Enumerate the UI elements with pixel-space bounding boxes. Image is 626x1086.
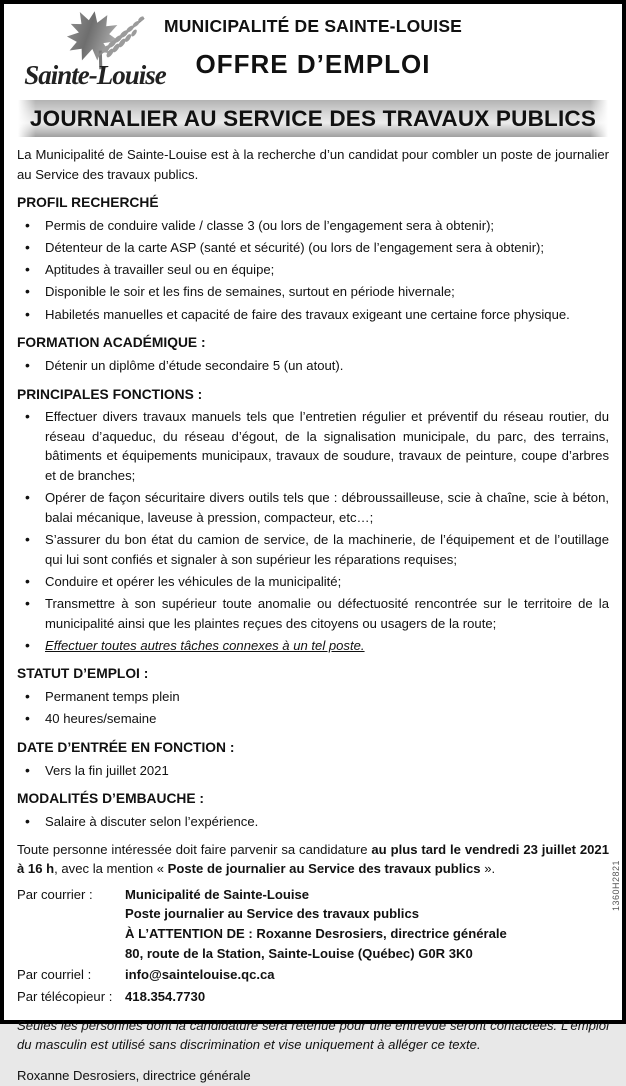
fax-label: Par télécopieur : bbox=[17, 988, 113, 1004]
list-item: • Salaire à discuter selon l’expérience. bbox=[17, 812, 609, 832]
fonctions-list bbox=[17, 407, 609, 655]
list-item: • Effectuer toutes autres tâches connexes à un tel poste. bbox=[17, 636, 609, 656]
email-address: info@saintelouise.qc.ca bbox=[125, 967, 275, 983]
intro-paragraph: La Municipalité de Sainte-Louise est à la recherche d’un candidat pour combler un poste de journalier au Service des travaux publics. bbox=[17, 147, 609, 182]
disclaimer-note: Seules les personnes dont la candidature sera retenue pour une entrevue seront contactées. L’emploi du masculin est utilisé sans discrimination et vise uniquement à alléger ce texte. bbox=[17, 1017, 609, 1053]
mail-address-block bbox=[125, 885, 507, 964]
list-item: • Permanent temps plein bbox=[17, 687, 609, 707]
position-title: JOURNALIER AU SERVICE DES TRAVAUX PUBLICS bbox=[29, 105, 597, 131]
list-item: • Conduire et opérer les véhicules de la municipalité; bbox=[17, 572, 609, 592]
email-label: Par courriel : bbox=[17, 967, 92, 983]
list-item: • Aptitudes à travailler seul ou en équipe; bbox=[17, 260, 609, 280]
logo-wordmark: Sainte-Louise bbox=[24, 60, 166, 90]
mail-label: Par courrier : bbox=[17, 886, 93, 902]
application-instructions: Toute personne intéressée doit faire parvenir sa candidature au plus tard le vendredi 23 juillet 2021 à 16 h, avec la mention « Poste de journalier au Service des travaux publics ». bbox=[17, 841, 609, 877]
reference-code: 1360H2821 bbox=[611, 860, 621, 912]
list-item: • Transmettre à son supérieur toute anomalie ou défectuosité rencontrée sur le territoire de la municipalité ainsi que les plaintes reçues des citoyens ou usagers de la route; bbox=[17, 594, 609, 633]
municipality-title: MUNICIPALITÉ DE SAINTE-LOUISE bbox=[163, 16, 463, 36]
mail-line: Municipalité de Sainte-Louise bbox=[125, 886, 310, 902]
section-heading-statut: STATUT D’EMPLOI : bbox=[17, 666, 149, 682]
contact-fax-row bbox=[17, 987, 609, 1007]
contact-email-row bbox=[17, 965, 609, 985]
header bbox=[17, 8, 609, 94]
section-heading-fonctions: PRINCIPALES FONCTIONS : bbox=[17, 386, 203, 402]
list-item: • Opérer de façon sécuritaire divers outils tels que : débroussailleuse, scie à chaîne, scie à béton, balai mécanique, laveuse à pression, compacteur, etc…; bbox=[17, 488, 609, 527]
job-offer-title: OFFRE D’EMPLOI bbox=[195, 49, 431, 79]
list-item: • Vers la fin juillet 2021 bbox=[17, 761, 609, 781]
list-item: • Habiletés manuelles et capacité de faire des travaux exigeant une certaine force physique. bbox=[17, 305, 609, 325]
contact-mail-row bbox=[17, 885, 609, 964]
document-body bbox=[17, 145, 609, 1086]
fax-number: 418.354.7730 bbox=[125, 988, 206, 1004]
mail-line: 80, route de la Station, Sainte-Louise (Québec) G0R 3K0 bbox=[125, 945, 473, 961]
list-item: • S’assurer du bon état du camion de service, de la machinerie, de l’équipement et de l’outillage qui lui sont confiés et signaler à son supérieur les réparations requises; bbox=[17, 530, 609, 569]
list-item: • Effectuer divers travaux manuels tels que l’entretien régulier et préventif du réseau routier, du réseau d’aqueduc, du réseau d’égout, de la signalisation municipale, du parc, des terrains, bâtiments et équipements municipaux, travaux de soudure, travaux de peinture, coupe d’arbres et de branches; bbox=[17, 407, 609, 486]
position-title-banner bbox=[18, 100, 608, 137]
formation-list bbox=[17, 356, 609, 376]
profil-list bbox=[17, 216, 609, 324]
signature-line: Roxanne Desrosiers, directrice générale bbox=[17, 1067, 251, 1083]
deadline-text: au plus tard le vendredi 23 juillet 2021 à 16 h bbox=[17, 841, 609, 877]
list-item: • Détenir un diplôme d’étude secondaire 5 (un atout). bbox=[17, 356, 609, 376]
statut-list bbox=[17, 687, 609, 729]
date-list bbox=[17, 761, 609, 781]
list-item: • Disponible le soir et les fins de semaines, surtout en période hivernale; bbox=[17, 282, 609, 302]
list-item: • 40 heures/semaine bbox=[17, 709, 609, 729]
section-heading-modalites: MODALITÉS D’EMBAUCHE : bbox=[17, 791, 205, 807]
section-heading-formation: FORMATION ACADÉMIQUE : bbox=[17, 335, 206, 351]
list-item: • Détenteur de la carte ASP (santé et sécurité) (ou lors de l’engagement sera à obtenir); bbox=[17, 238, 609, 258]
section-heading-date: DATE D’ENTRÉE EN FONCTION : bbox=[17, 739, 235, 755]
municipality-logo bbox=[15, 8, 175, 91]
mail-line: À L’ATTENTION DE : Roxanne Desrosiers, directrice générale bbox=[125, 926, 507, 942]
modalites-list bbox=[17, 812, 609, 832]
mail-line: Poste journalier au Service des travaux publics bbox=[125, 906, 420, 922]
list-item: • Permis de conduire valide / classe 3 (ou lors de l’engagement sera à obtenir); bbox=[17, 216, 609, 236]
mention-text: Poste de journalier au Service des travaux publics bbox=[167, 861, 481, 877]
section-heading-profil: PROFIL RECHERCHÉ bbox=[17, 195, 159, 211]
